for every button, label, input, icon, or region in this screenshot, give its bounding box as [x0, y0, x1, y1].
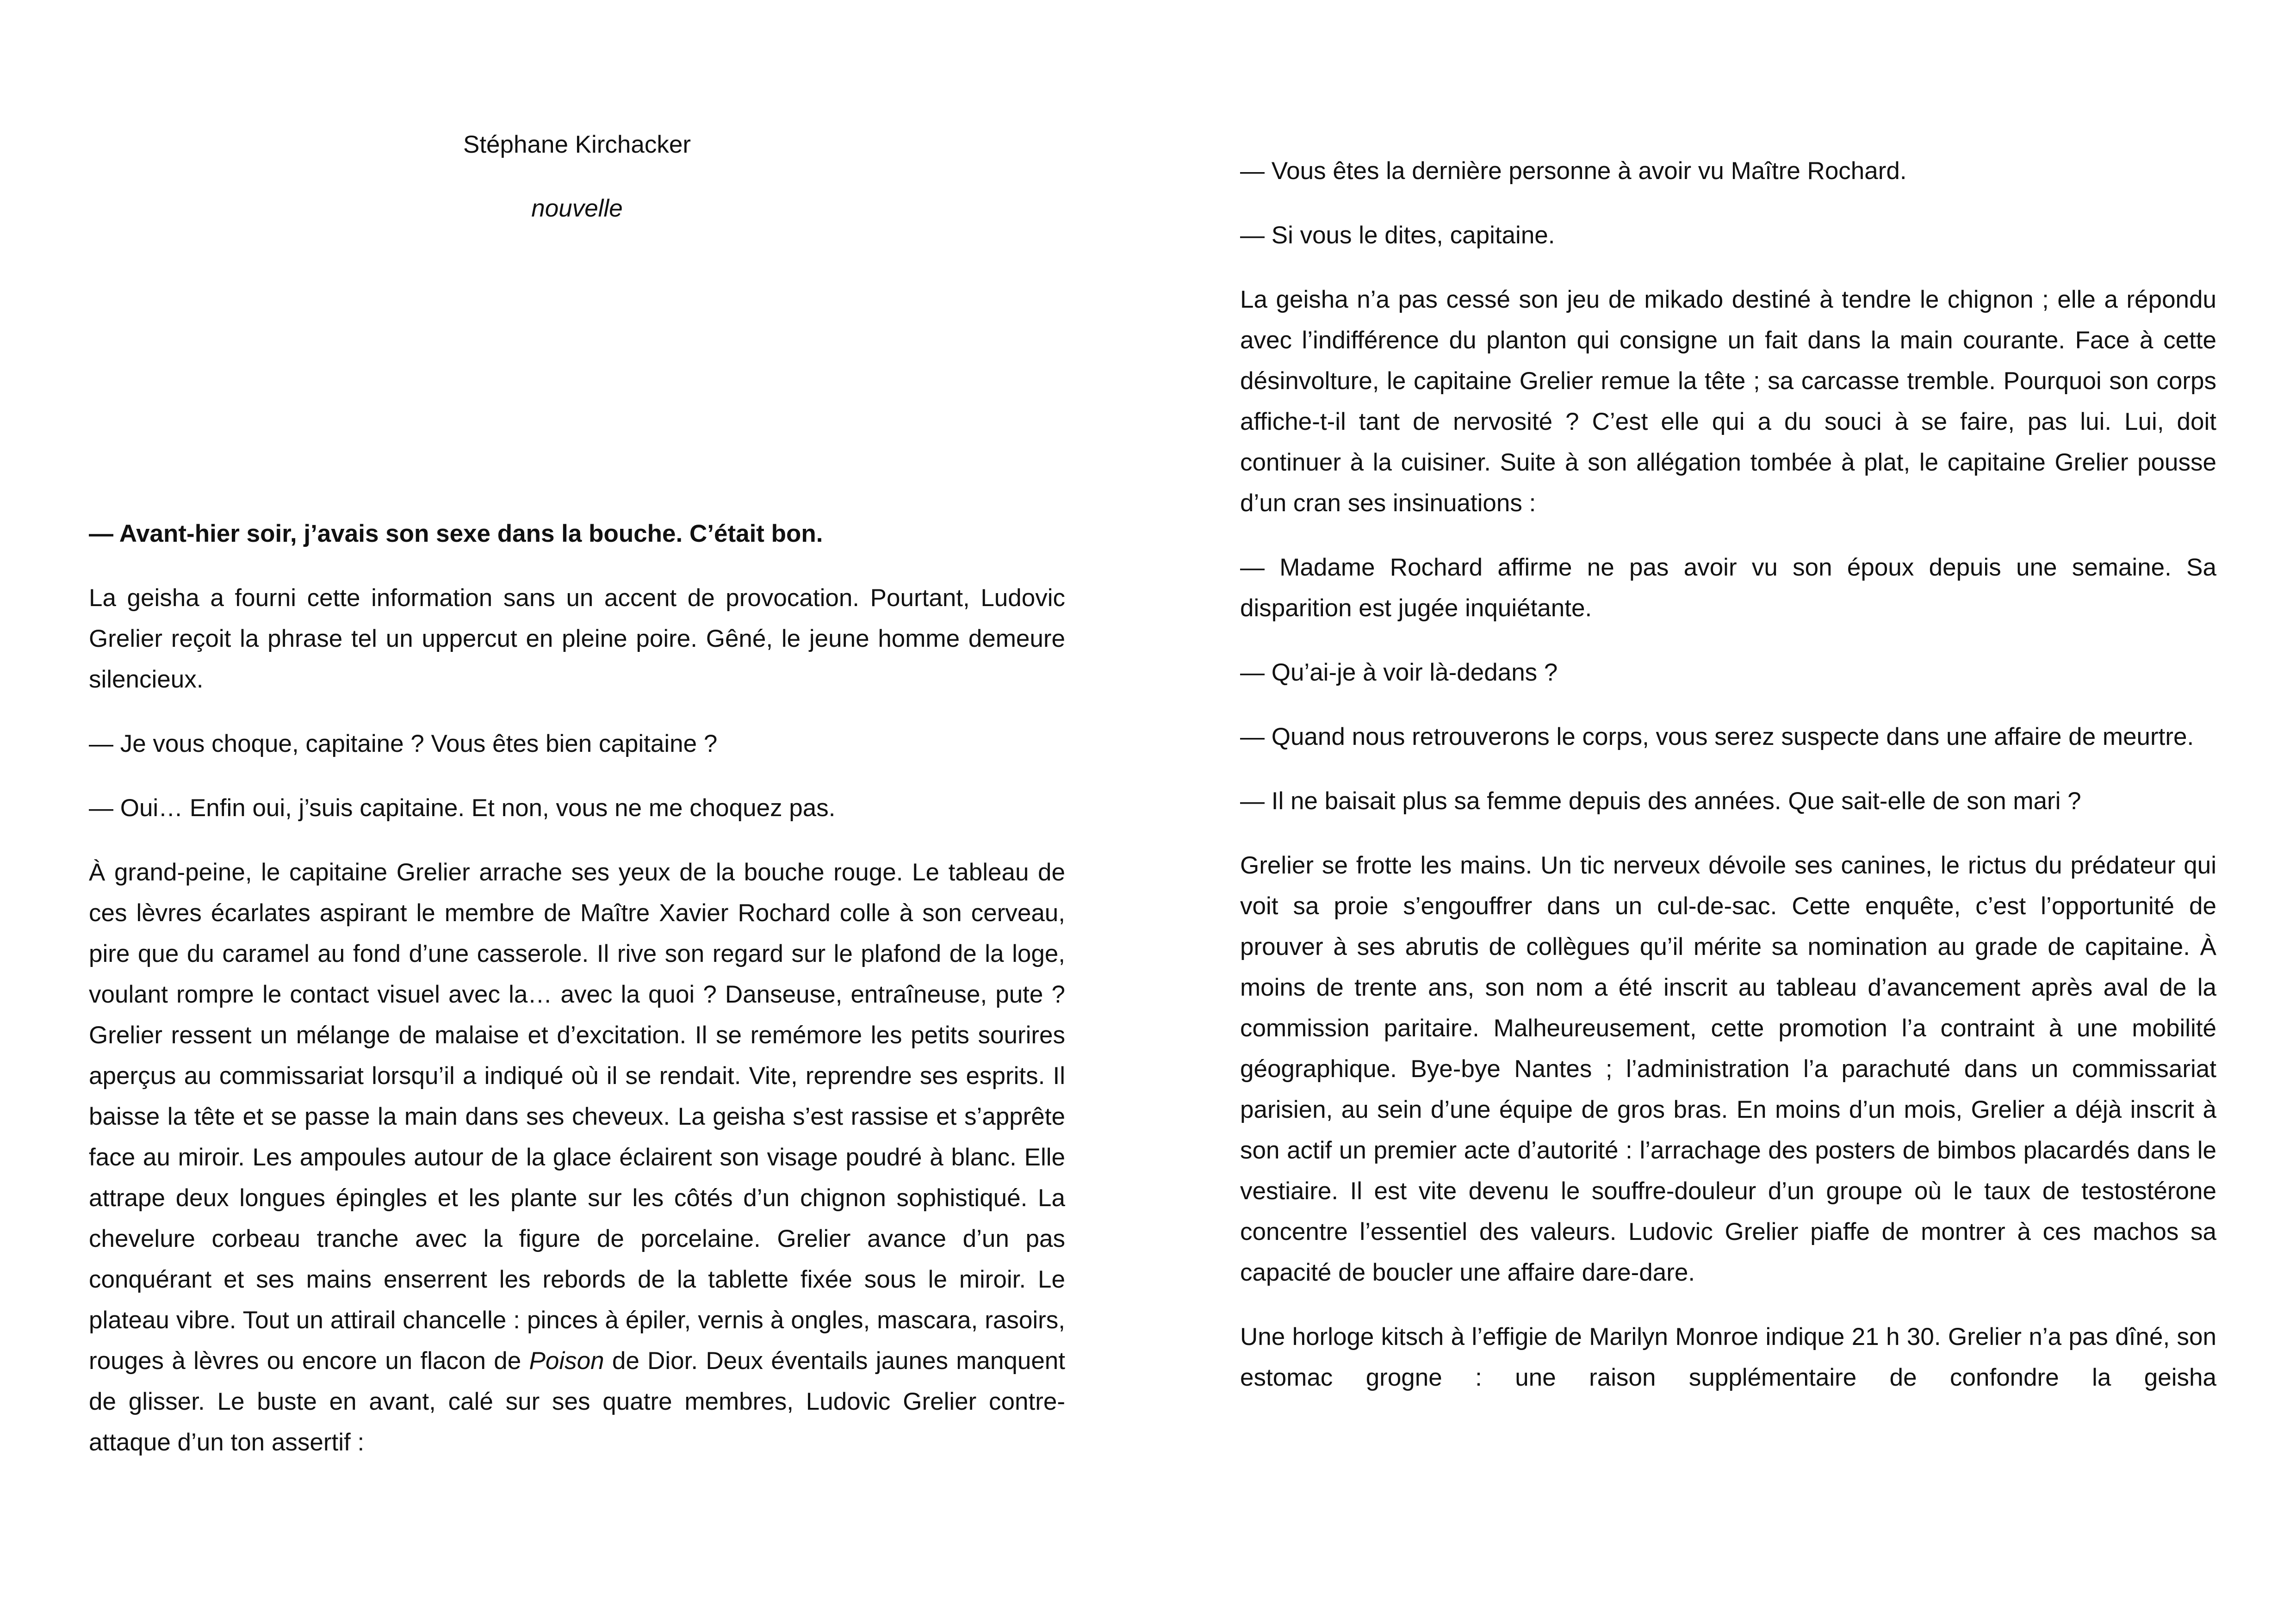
dialogue-line: — Oui… Enfin oui, j’suis capitaine. Et non, vous ne me choquez pas. — [89, 794, 836, 822]
paragraph: Une horloge kitsch à l’effigie de Marilyn Monroe indique 21 h 30. Grelier n’a pas dîné, son estomac grogne : une raison supplémentaire de confondre la geisha — [1240, 1323, 2216, 1391]
dialogue-line: — Quand nous retrouverons le corps, vous serez suspecte dans une affaire de meurtre. — [1240, 723, 2194, 750]
dialogue-line: — Vous êtes la dernière personne à avoir vu Maître Rochard. — [1240, 157, 1907, 185]
right-text-column — [1240, 151, 2216, 1422]
paragraph: La geisha n’a pas cessé son jeu de mikado destiné à tendre le chignon ; elle a répondu avec l’indifférence du planton qui consigne un fait dans la main courante. Face à cette désinvolture, le capitaine Grelier remue la tête ; sa carcasse tremble. Pourquoi son corps affiche-t-il tant de nervosité ? C’est elle qui a du souci à se faire, pas lui. Lui, doit continuer à la cuisiner. Suite à son allégation tombée à plat, le capitaine Grelier pousse d’un cran ses insinuations : — [1240, 286, 2216, 517]
paragraph-text: À grand-peine, le capitaine Grelier arrache ses yeux de la bouche rouge. Le tableau de ces lèvres écarlates aspirant le membre de Maître Xavier Rochard colle à son cerveau, pire que du caramel au fond d’une casserole. Il rive son regard sur le plafond de la loge, voulant rompre le contact visuel avec la… avec la quoi ? Danseuse, entraîneuse, pute ? Grelier ressent un mélange de malaise et d’excitation. Il se remémore les petits sourires aperçus au commissariat lorsqu’il a indiqué où il se rendait. Vite, reprendre ses esprits. Il baisse la tête et se passe la main dans ses cheveux. La geisha s’est rassise et s’apprête face au miroir. Les ampoules autour de la glace éclairent son visage poudré à blanc. Elle attrape deux longues épingles et les plante sur les côtés d’un chignon sophistiqué. La chevelure corbeau tranche avec la figure de porcelaine. Grelier avance d’un pas conquérant et ses mains enserrent les rebords de la tablette fixée sous le miroir. Le plateau vibre. Tout un attirail chancelle : pinces à épiler, vernis à ongles, mascara, rasoirs, rouges à lèvres ou encore un flacon de — [89, 859, 1065, 1375]
dialogue-line: — Il ne baisait plus sa femme depuis des années. Que sait-elle de son mari ? — [1240, 787, 2081, 815]
left-text-column — [89, 514, 1065, 1487]
right-page — [1148, 0, 2296, 1623]
dialogue-line: — Je vous choque, capitaine ? Vous êtes bien capitaine ? — [89, 730, 718, 757]
author-name: Stéphane Kirchacker — [463, 131, 691, 158]
paragraph-text: de Dior. Deux éventails jaunes manquent de glisser. Le buste en avant, calé sur ses quatre membres, Ludovic Grelier contre-attaque d’un ton assertif : — [89, 1347, 1065, 1456]
dialogue-line: — Madame Rochard affirme ne pas avoir vu son époux depuis une semaine. Sa disparition est jugée inquiétante. — [1240, 554, 2216, 622]
genre-subtitle: nouvelle — [531, 195, 623, 222]
dialogue-line: — Si vous le dites, capitaine. — [1240, 222, 1555, 249]
opening-line: — Avant-hier soir, j’avais son sexe dans la bouche. C’était bon. — [89, 520, 823, 547]
long-paragraph — [89, 852, 1065, 1463]
italic-title: Poison — [529, 1347, 604, 1375]
dialogue-line: — Qu’ai-je à voir là-dedans ? — [1240, 659, 1558, 686]
paragraph: La geisha a fourni cette information sans un accent de provocation. Pourtant, Ludovic Grelier reçoit la phrase tel un uppercut en pleine poire. Gêné, le jeune homme demeure silencieux. — [89, 584, 1065, 693]
paragraph: Grelier se frotte les mains. Un tic nerveux dévoile ses canines, le rictus du prédateur qui voit sa proie s’engouffrer dans un cul-de-sac. Cette enquête, c’est l’opportunité de prouver à ses abrutis de collègues qu’il mérite sa nomination au grade de capitaine. À moins de trente ans, son nom a été inscrit au tableau d’avancement après aval de la commission paritaire. Malheureusement, cette promotion l’a contraint à une mobilité géographique. Bye-bye Nantes ; l’administration l’a parachuté dans un commissariat parisien, au sein d’une équipe de gros bras. En moins d’un mois, Grelier a déjà inscrit à son actif un premier acte d’autorité : l’arrachage des posters de bimbos placardés dans le vestiaire. Il est vite devenu le souffre-douleur d’un groupe où le taux de testostérone concentre l’essentiel des valeurs. Ludovic Grelier piaffe de montrer à ces machos sa capacité de boucler une affaire dare-dare. — [1240, 852, 2216, 1286]
